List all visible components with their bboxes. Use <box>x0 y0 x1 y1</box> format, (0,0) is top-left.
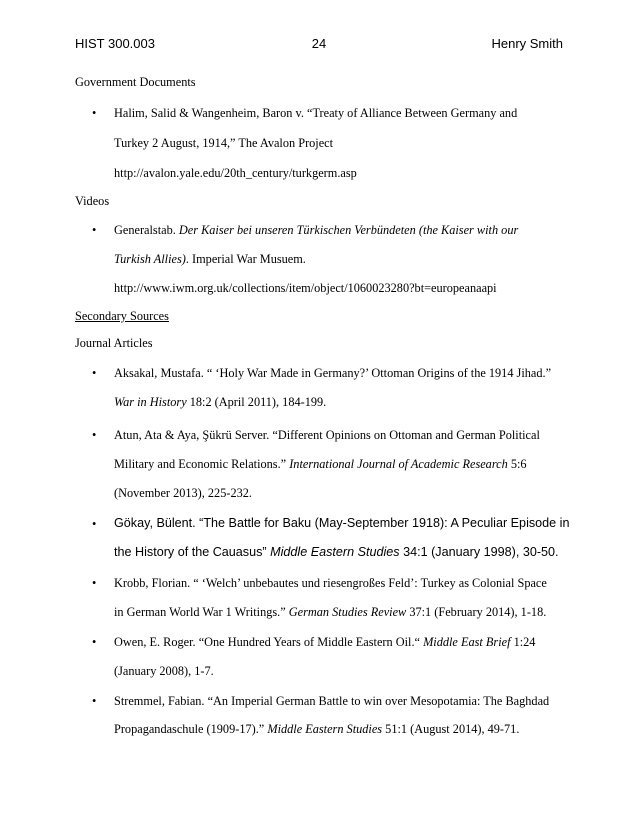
entry-aksakal-line2 <box>114 395 326 410</box>
entry-generalstab-line1 <box>114 223 518 238</box>
entry-text: Propagandaschule (1909-17).” <box>114 722 268 736</box>
header-page-number: 24 <box>311 36 327 51</box>
entry-owen-line1 <box>114 635 535 650</box>
entry-generalstab-line2 <box>114 252 306 267</box>
entry-atun-line3: (November 2013), 225-232. <box>114 486 252 500</box>
entry-gokay-line2 <box>114 545 559 559</box>
entry-journal: War in History <box>114 395 187 409</box>
entry-krobb-line2 <box>114 605 546 620</box>
entry-journal: German Studies Review <box>288 605 407 619</box>
header-course: HIST 300.003 <box>75 36 155 51</box>
bullet: • <box>92 366 97 380</box>
entry-journal: Middle East Brief <box>423 635 511 649</box>
entry-journal: International Journal of Academic Research <box>289 457 508 471</box>
entry-atun-line2 <box>114 457 527 472</box>
section-videos: Videos <box>75 194 110 208</box>
section-government-documents: Government Documents <box>75 75 196 89</box>
entry-text: Military and Economic Relations.” <box>114 457 290 471</box>
entry-atun-line1: Atun, Ata & Aya, Şükrü Server. “Different Opinions on Ottoman and German Political <box>114 428 540 442</box>
entry-text: Owen, E. Roger. “One Hundred Years of Middle Eastern Oil.“ <box>114 635 424 649</box>
entry-halim-line1: Halim, Salid & Wangenheim, Baron v. “Treaty of Alliance Between Germany and <box>114 106 518 120</box>
entry-citation: 18:2 (April 2011), 184-199. <box>186 395 327 409</box>
section-secondary-sources: Secondary Sources <box>75 309 169 323</box>
entry-journal: Middle Eastern Studies <box>270 545 400 559</box>
entry-publisher: . Imperial War Musuem. <box>185 252 306 266</box>
entry-halim-line2: Turkey 2 August, 1914,” The Avalon Project <box>114 136 334 150</box>
bullet: • <box>92 517 97 531</box>
entry-stremmel-line2 <box>114 722 519 737</box>
entry-stremmel-line1: Stremmel, Fabian. “An Imperial German Battle to win over Mesopotamia: The Baghdad <box>114 694 550 708</box>
entry-citation: 34:1 (January 1998), 30-50. <box>399 545 559 559</box>
bullet: • <box>92 694 97 708</box>
entry-gokay-line1: Gökay, Bülent. “The Battle for Baku (May-September 1918): A Peculiar Episode in <box>114 516 570 530</box>
bullet: • <box>92 223 97 237</box>
entry-citation: 1:24 <box>510 635 536 649</box>
entry-aksakal-line1: Aksakal, Mustafa. “ ‘Holy War Made in Germany?’ Ottoman Origins of the 1914 Jihad.” <box>114 366 552 380</box>
entry-owen-line2: (January 2008), 1-7. <box>114 664 214 678</box>
header-author: Henry Smith <box>491 36 563 51</box>
entry-author: Generalstab. <box>114 223 176 237</box>
entry-text: the History of the Cauasus” <box>114 545 271 559</box>
entry-krobb-line1: Krobb, Florian. “ ‘Welch’ unbebautes und riesengroßes Feld’: Turkey as Colonial Space <box>114 576 547 590</box>
entry-text: in German World War 1 Writings.” <box>114 605 289 619</box>
entry-citation: 5:6 <box>507 457 527 471</box>
entry-generalstab-url: http://www.iwm.org.uk/collections/item/object/1060023280?bt=europeanaapi <box>114 281 497 295</box>
bullet: • <box>92 635 97 649</box>
entry-citation: 37:1 (February 2014), 1-18. <box>406 605 547 619</box>
bullet: • <box>92 576 97 590</box>
entry-halim-url: http://avalon.yale.edu/20th_century/turkgerm.asp <box>114 166 357 180</box>
entry-journal: Middle Eastern Studies <box>267 722 383 736</box>
bullet: • <box>92 428 97 442</box>
entry-citation: 51:1 (August 2014), 49-71. <box>382 722 520 736</box>
entry-title: Turkish Allies) <box>114 252 186 266</box>
entry-title: Der Kaiser bei unseren Türkischen Verbündeten (the Kaiser with our <box>178 223 519 237</box>
bullet: • <box>92 106 97 120</box>
section-journal-articles: Journal Articles <box>75 336 153 350</box>
